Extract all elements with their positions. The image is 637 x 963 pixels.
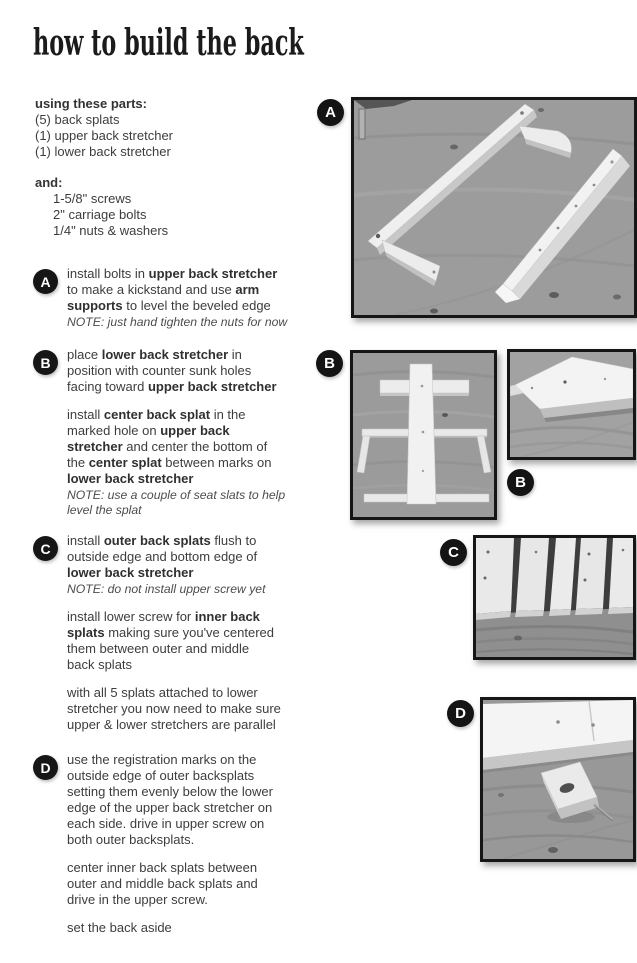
spacer [35, 160, 173, 175]
parts-item: 1-5/8" screws [53, 191, 132, 206]
text-line: position with counter sunk holes [67, 363, 252, 378]
text-line: use the registration marks on the [67, 752, 257, 767]
step-a-text [67, 266, 323, 330]
page-title: how to build the back [33, 22, 304, 64]
text-line: set the back aside [67, 920, 172, 935]
figure-c-graphic [476, 538, 633, 657]
text-line: each side. drive in upper screw on [67, 816, 265, 831]
step-paragraph [67, 609, 323, 673]
parts-item: 1/4" nuts & washers [53, 223, 169, 238]
step-c [33, 533, 323, 733]
parts-heading: using these parts: [35, 96, 147, 111]
text-line: facing toward upper back stretcher [67, 379, 277, 394]
step-note [67, 315, 323, 330]
figure-d-photo [480, 697, 636, 862]
parts-item: 2" carriage bolts [53, 207, 147, 222]
text-line: level the splat [67, 503, 142, 517]
hardware-heading: and: [35, 175, 63, 190]
figure-d-badge: D [447, 700, 474, 727]
step-d-text [67, 752, 323, 936]
parts-items [35, 112, 173, 160]
text-line: drive in the upper screw. [67, 892, 208, 907]
figure-d-graphic [483, 700, 633, 859]
step-d [33, 752, 323, 936]
text-line: marked hole on upper back [67, 423, 230, 438]
text-line: outer and middle back splats and [67, 876, 258, 891]
step-note [67, 488, 323, 518]
step-paragraph [67, 752, 323, 848]
text-line: supports to level the beveled edge [67, 298, 271, 313]
figure-b1-badge: B [316, 350, 343, 377]
text-line: install bolts in upper back stretcher [67, 266, 278, 281]
text-line: them between outer and middle [67, 641, 250, 656]
text-line: outside edge of outer backsplats [67, 768, 255, 783]
figure-a-photo [351, 97, 637, 318]
text-line: both outer backsplats. [67, 832, 195, 847]
figure-a-badge: A [317, 99, 344, 126]
text-line: setting them evenly below the lower [67, 784, 273, 799]
text-line: lower back stretcher [67, 565, 194, 580]
text-line: with all 5 splats attached to lower [67, 685, 258, 700]
text-line: install outer back splats flush to [67, 533, 257, 548]
figure-a-graphic [354, 100, 634, 315]
text-line: outside edge and bottom edge of [67, 549, 258, 564]
step-paragraph [67, 347, 323, 395]
text-line: splats making sure you've centered [67, 625, 274, 640]
step-b-badge: B [33, 350, 58, 375]
step-c-badge: C [33, 536, 58, 561]
figure-b2-graphic [510, 352, 633, 457]
step-a-badge: A [33, 269, 58, 294]
text-line: the center splat between marks on [67, 455, 272, 470]
hardware-items [35, 191, 173, 239]
step-a [33, 266, 323, 330]
figure-c-badge: C [440, 539, 467, 566]
figure-c-photo [473, 535, 636, 660]
text-line: install center back splat in the [67, 407, 246, 422]
text-line: NOTE: do not install upper screw yet [67, 582, 266, 596]
parts-item: (5) back splats [35, 112, 120, 127]
parts-item: (1) lower back stretcher [35, 144, 171, 159]
text-line: center inner back splats between [67, 860, 258, 875]
step-c-text [67, 533, 323, 733]
step-b-text [67, 347, 323, 518]
step-paragraph [67, 407, 323, 487]
text-line: back splats [67, 657, 133, 672]
text-line: edge of the upper back stretcher on [67, 800, 273, 815]
text-line: place lower back stretcher in [67, 347, 242, 362]
text-line: NOTE: use a couple of seat slats to help [67, 488, 286, 502]
figure-b1-graphic [353, 353, 494, 517]
text-line: NOTE: just hand tighten the nuts for now [67, 315, 288, 329]
parts-list [35, 96, 173, 239]
text-line: to make a kickstand and use arm [67, 282, 260, 297]
text-line: stretcher you now need to make sure [67, 701, 281, 716]
figure-b1-photo [350, 350, 497, 520]
step-paragraph [67, 533, 323, 581]
step-note [67, 582, 323, 597]
text-line: install lower screw for inner back [67, 609, 260, 624]
step-paragraph [67, 860, 323, 908]
step-b [33, 347, 323, 518]
step-paragraph [67, 920, 323, 936]
figure-b2-badge: B [507, 469, 534, 496]
step-d-badge: D [33, 755, 58, 780]
parts-item: (1) upper back stretcher [35, 128, 174, 143]
step-paragraph [67, 685, 323, 733]
text-line: upper & lower stretchers are parallel [67, 717, 276, 732]
figure-b2-photo [507, 349, 636, 460]
step-paragraph [67, 266, 323, 314]
text-line: stretcher and center the bottom of [67, 439, 268, 454]
text-line: lower back stretcher [67, 471, 194, 486]
